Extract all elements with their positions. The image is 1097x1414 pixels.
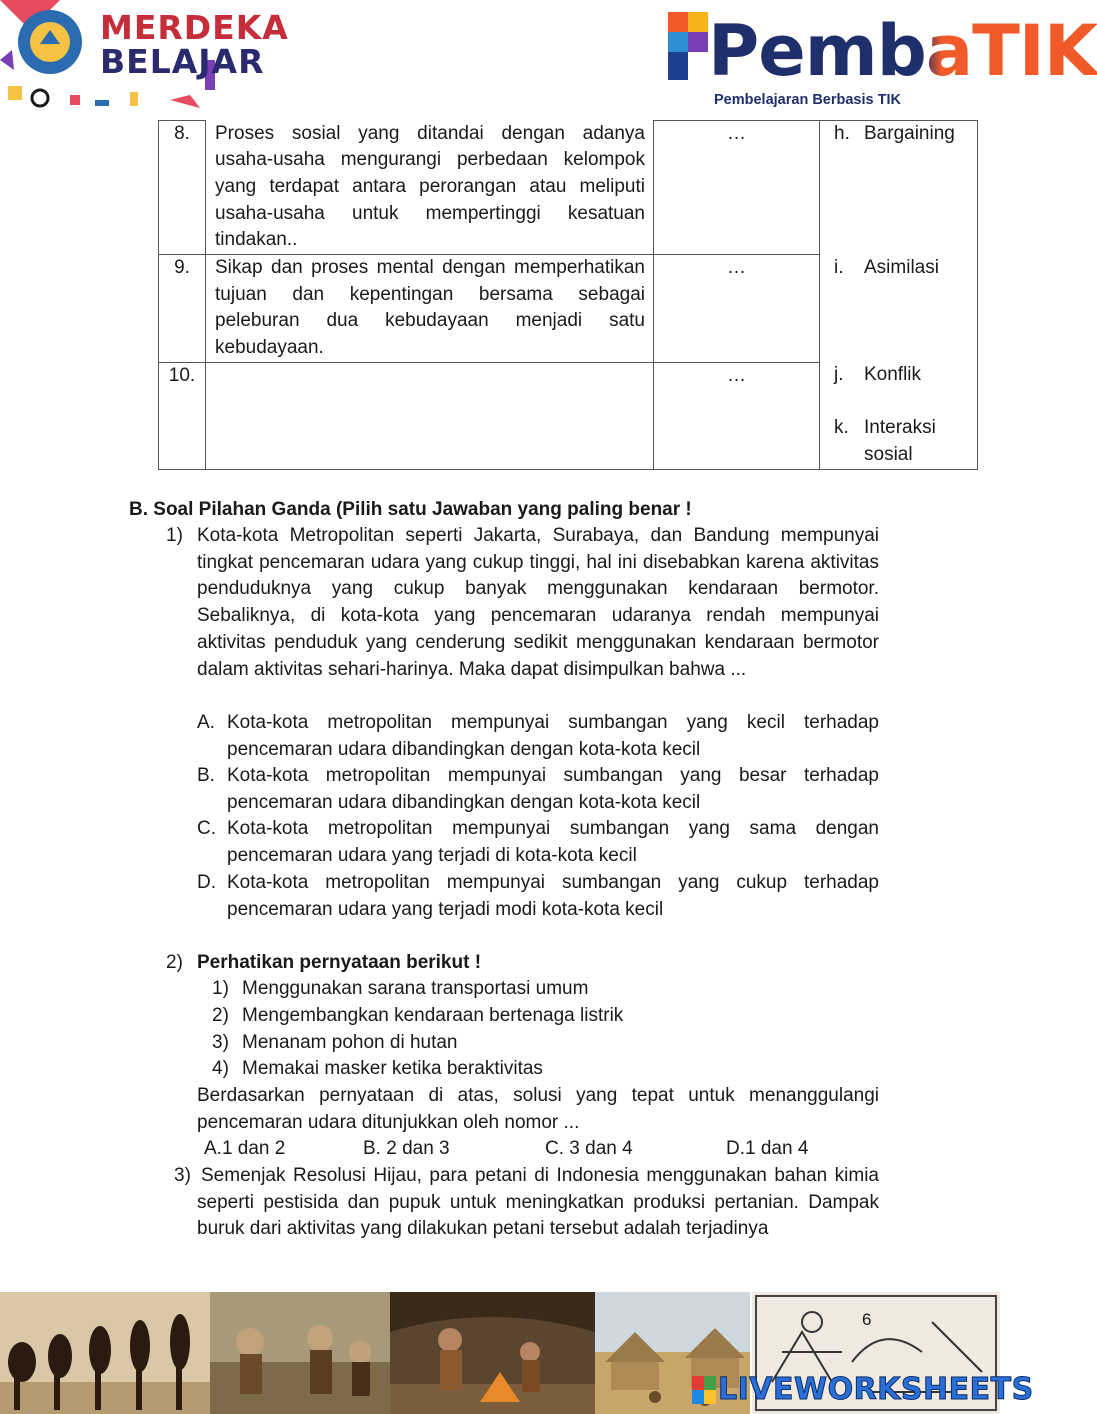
option-text[interactable]: Kota-kota metropolitan mempunyai sumbangan yang kecil terhadap pencemaran udara dibandingkan dengan kota-kota kecil	[227, 712, 879, 760]
option-letter[interactable]: A.	[197, 712, 215, 733]
early-humans-illustration	[210, 1292, 390, 1414]
option-item	[834, 255, 977, 282]
option-letter: j.	[834, 364, 844, 386]
option-letter: h.	[834, 123, 850, 144]
row-statement	[206, 362, 654, 469]
cave-people-illustration	[390, 1292, 595, 1414]
option-item	[834, 415, 977, 468]
statement-text: Mengembangkan kendaraan bertenaga listrik	[242, 1005, 624, 1026]
option-text[interactable]: Kota-kota metropolitan mempunyai sumbangan yang sama dengan pencemaran udara yang terjadi di kota-kota kecil	[227, 818, 879, 866]
statement-number: 2)	[212, 1005, 229, 1026]
table-row	[159, 121, 978, 255]
statement-number: 3)	[212, 1032, 229, 1053]
question-1-text: Kota-kota Metropolitan seperti Jakarta, Surabaya, dan Bandung mempunyai tingkat pencemaran udara yang cukup tinggi, hal ini disebabkan karena aktivitas penduduknya yang cukup banyak menggunakan kendaraan bermotor. Sebaliknya, di kota-kota yang pencemaran udaranya rendah mempunyai aktivitas penduduk yang cenderung sedikit menggunakan kendaraan bermotor dalam aktivitas sehari-harinya. Maka dapat disimpulkan bahwa ...	[197, 525, 879, 680]
statement-text: Menanam pohon di hutan	[242, 1032, 458, 1053]
answer-blank[interactable]: …	[654, 362, 820, 469]
row-number: 10.	[159, 362, 206, 469]
option-text: Konflik	[864, 364, 922, 386]
option-cell	[820, 121, 978, 255]
row-number: 8.	[159, 121, 206, 255]
matching-table	[158, 120, 978, 470]
option-a[interactable]: A.1 dan 2	[204, 1138, 286, 1159]
merdeka-belajar-logo	[0, 0, 289, 118]
answer-blank[interactable]: …	[654, 121, 820, 255]
page-number: 6	[862, 1310, 872, 1329]
section-b-heading: B. Soal Pilahan Ganda (Pilih satu Jawaban yang paling benar !	[129, 499, 692, 520]
pembatik-p-mark	[664, 6, 710, 84]
option-text[interactable]: Kota-kota metropolitan mempunyai sumbangan yang cukup terhadap pencemaran udara yang terjadi modi kota-kota kecil	[227, 872, 879, 920]
row-statement: Proses sosial yang ditandai dengan adanya usaha-usaha mengurangi perbedaan kelompok yang terdapat antara perorangan atau meliputi usaha-usaha untuk mempertinggi kesatuan tindakan..	[206, 121, 654, 255]
statement-number: 4)	[212, 1058, 229, 1079]
option-text: Bargaining	[864, 123, 955, 144]
statement-text: Menggunakan sarana transportasi umum	[242, 978, 589, 999]
liveworksheets-logo-icon	[692, 1376, 716, 1404]
question-2-heading: Perhatikan pernyataan berikut !	[197, 952, 482, 973]
question-2-text: Berdasarkan pernyataan di atas, solusi yang tepat untuk menanggulangi pencemaran udara ditunjukkan oleh nomor ...	[197, 1085, 879, 1133]
option-cell	[820, 362, 978, 469]
option-letter: i.	[834, 256, 844, 278]
pembatik-wordmark	[708, 10, 1097, 92]
option-d[interactable]: D.1 dan 4	[726, 1138, 809, 1159]
option-cell	[820, 255, 978, 363]
question-1-number: 1)	[166, 525, 183, 546]
row-number: 9.	[159, 255, 206, 363]
pembatik-tagline: Pembelajaran Berbasis TIK	[714, 92, 901, 108]
option-letter[interactable]: D.	[197, 872, 216, 893]
option-text[interactable]: Kota-kota metropolitan mempunyai sumbangan yang besar terhadap pencemaran udara dibandingkan dengan kota-kota kecil	[227, 765, 879, 813]
pembatik-logo	[664, 6, 1097, 114]
answer-blank[interactable]: …	[654, 255, 820, 363]
table-row	[159, 362, 978, 469]
option-b[interactable]: B. 2 dan 3	[363, 1138, 450, 1159]
option-text: Asimilasi	[864, 256, 939, 278]
option-letter: k.	[834, 417, 849, 439]
table-row	[159, 255, 978, 363]
row-statement: Sikap dan proses mental dengan memperhatikan tujuan dan kepentingan bersama sebagai peleburan dua kebudayaan menjadi satu kebudayaan.	[206, 255, 654, 363]
statement-text: Memakai masker ketika beraktivitas	[242, 1058, 543, 1079]
merdeka-text: MERDEKA	[100, 8, 289, 47]
liveworksheets-brand[interactable]: LIVEWORKSHEETS	[718, 1372, 1034, 1407]
pembatik-name: PembaTIK	[708, 10, 1097, 92]
belajar-text: BELAJAR	[100, 42, 265, 81]
option-c[interactable]: C. 3 dan 4	[545, 1138, 633, 1159]
statement-number: 1)	[212, 978, 229, 999]
option-item	[834, 362, 977, 389]
question-2-number: 2)	[166, 952, 183, 973]
question-3-number: 3)	[174, 1165, 191, 1186]
question-3-text: Semenjak Resolusi Hijau, para petani di Indonesia menggunakan bahan kimia seperti pestisida dan pupuk untuk meningkatkan produksi pertanian. Dampak buruk dari aktivitas yang dilakukan petani tersebut adalah terjadinya	[197, 1165, 879, 1240]
option-letter[interactable]: B.	[197, 765, 215, 786]
option-text: Interaksi sosial	[864, 417, 936, 465]
evolution-illustration	[0, 1292, 210, 1414]
option-item	[834, 121, 977, 148]
option-letter[interactable]: C.	[197, 818, 216, 839]
